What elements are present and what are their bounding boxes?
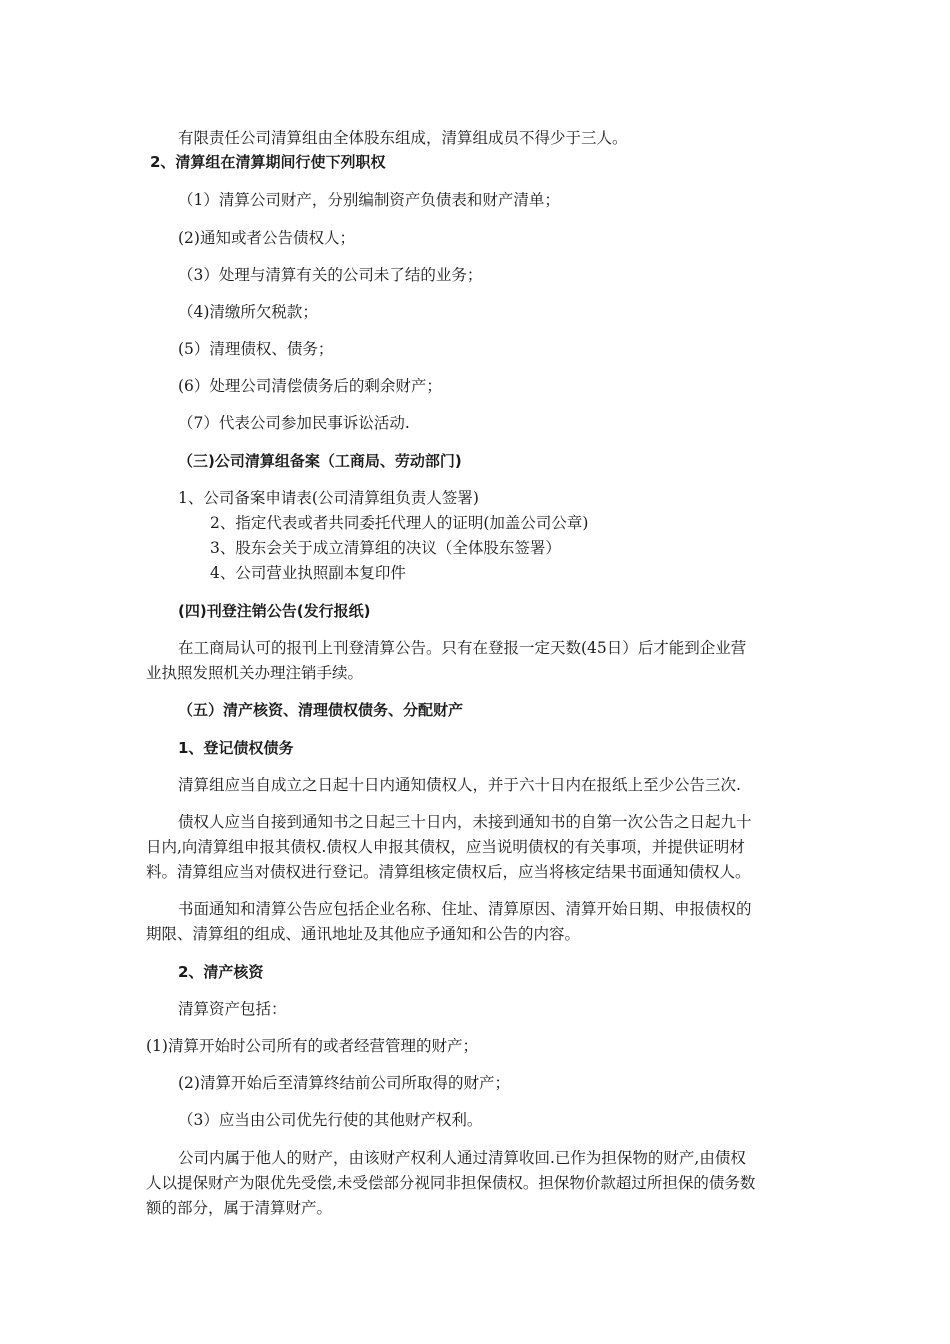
heading-liquidation-powers: 2、清算组在清算期间行使下列职权: [150, 153, 386, 171]
paragraph-register-2-line: 料。清算组应当对债权进行登记。清算组核定债权后，应当将核定结果书面通知债权人。: [146, 863, 751, 881]
list-item-power: (6）处理公司清偿债务后的剩余财产；: [178, 377, 442, 395]
paragraph-final-line: 人以提保财产为限优先受偿,未受偿部分视同非担保债权。担保物价款超过所担保的债务数: [146, 1174, 756, 1192]
paragraph-register-1: 清算组应当自成立之日起十日内通知债权人，并于六十日内在报纸上至少公告三次.: [178, 776, 741, 794]
paragraph-check-intro: 清算资产包括：: [178, 1000, 287, 1018]
list-item-power: (2)通知或者公告债权人；: [178, 229, 355, 247]
paragraph-register-2-line: 日内,向清算组申报其债权.债权人申报其债权，应当说明债权的有关事项，并提供证明材: [146, 838, 745, 856]
list-item-power: (5）清理债权、债务；: [178, 340, 334, 358]
list-item-power: （3）处理与清算有关的公司未了结的业务；: [178, 266, 483, 284]
paragraph-notice-line: 在工商局认可的报刊上刊登清算公告。只有在登报一定天数(45日）后才能到企业营: [178, 639, 747, 657]
list-item-power: （4)清缴所欠税款；: [178, 303, 318, 321]
list-item-filing: 3、股东会关于成立清算组的决议（全体股东签署）: [210, 539, 561, 557]
list-item-asset: （3）应当由公司优先行使的其他财产权利。: [178, 1111, 483, 1129]
list-item-power: （7）代表公司参加民事诉讼活动.: [178, 414, 410, 432]
paragraph-intro: 有限责任公司清算组由全体股东组成，清算组成员不得少于三人。: [178, 129, 628, 147]
paragraph-register-3-line: 期限、清算组的组成、通讯地址及其他应予通知和公告的内容。: [146, 925, 581, 943]
list-item-asset: (2)清算开始后至清算终结前公司所取得的财产；: [178, 1074, 510, 1092]
heading-filing: （三)公司清算组备案（工商局、劳动部门): [178, 452, 462, 470]
paragraph-register-2-line: 债权人应当自接到通知书之日起三十日内，未接到通知书的自第一次公告之日起九十: [178, 813, 752, 831]
heading-assets: （五）清产核资、清理债权债务、分配财产: [178, 701, 464, 719]
paragraph-final-line: 额的部分，属于清算财产。: [146, 1199, 333, 1217]
heading-notice: (四)刊登注销公告(发行报纸): [178, 602, 371, 620]
list-item-asset: (1)清算开始时公司所有的或者经营管理的财产；: [146, 1037, 478, 1055]
paragraph-final-line: 公司内属于他人的财产，由该财产权利人通过清算收回.已作为担保物的财产,由债权: [178, 1149, 746, 1167]
list-item-power: （1）清算公司财产，分别编制资产负债表和财产清单；: [178, 191, 560, 209]
paragraph-notice-line: 业执照发照机关办理注销手续。: [146, 664, 364, 682]
list-item-filing: 1、公司备案申请表(公司清算组负责人签署): [178, 489, 479, 507]
list-item-filing: 2、指定代表或者共同委托代理人的证明(加盖公司公章): [210, 514, 589, 532]
heading-asset-check: 2、清产核资: [178, 963, 264, 981]
paragraph-register-3-line: 书面通知和清算公告应包括企业名称、住址、清算原因、清算开始日期、申报债权的: [178, 900, 752, 918]
heading-register: 1、登记债权债务: [178, 739, 294, 757]
list-item-filing: 4、公司营业执照副本复印件: [210, 564, 406, 582]
